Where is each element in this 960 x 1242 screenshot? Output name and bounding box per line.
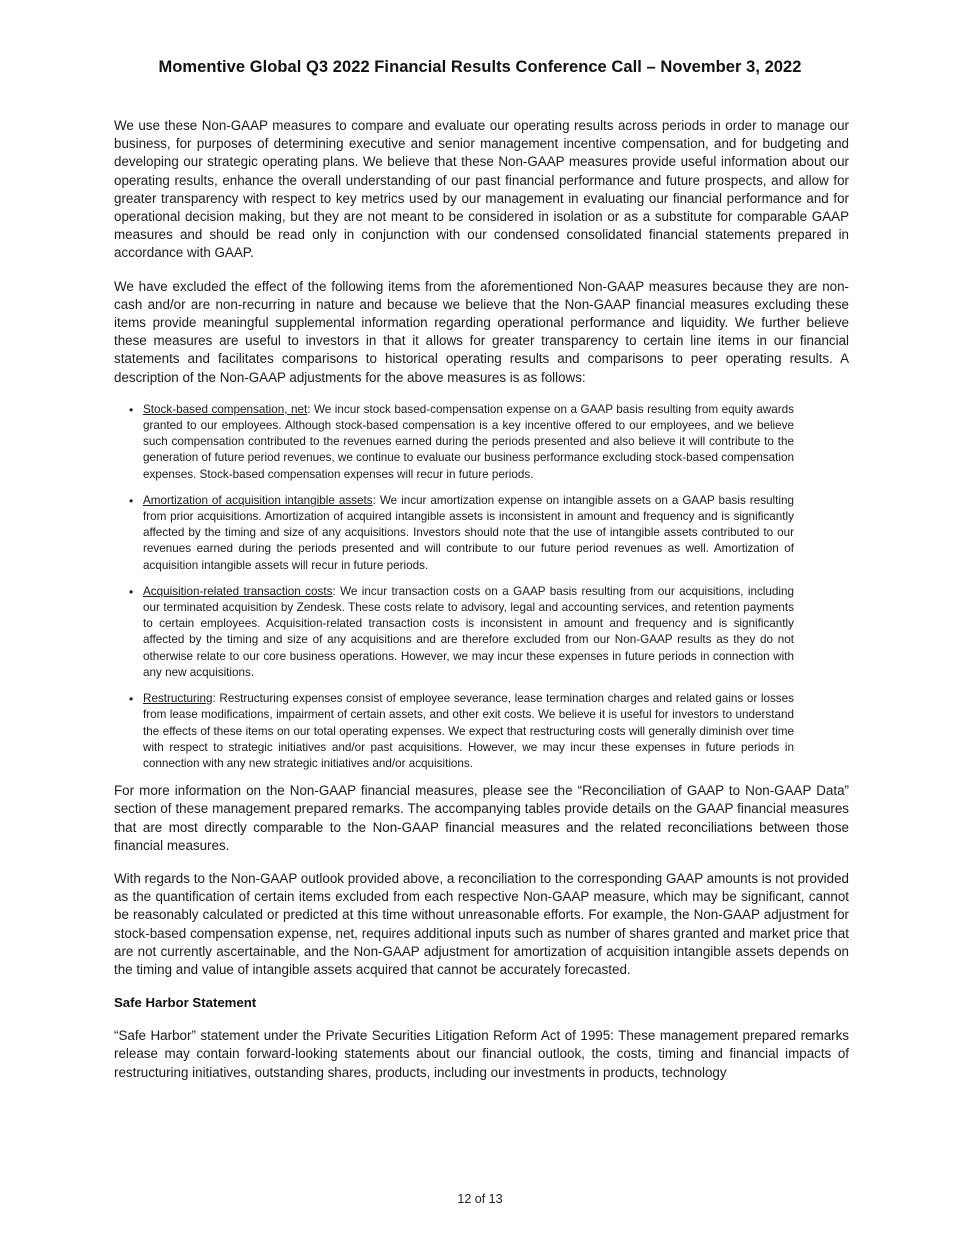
safe-harbor-heading: Safe Harbor Statement [114,995,257,1011]
paragraph-outlook-reconciliation: With regards to the Non-GAAP outlook provided above, a reconciliation to the corresponding GAAP amounts is not provided as the quantification of certain items excluded from each respective Non-GAAP measure, which may be significant, cannot be reasonably calculated or predicted at this time without unreasonable efforts. For example, the Non-GAAP adjustment for stock-based compensation expense, net, requires additional inputs such as number of shares granted and market price that are not currently ascertainable, and the Non-GAAP adjustment for amortization of acquisition intangible assets depends on the timing and value of intangible assets acquired that cannot be accurately forecasted. [114,870,849,977]
list-item [129,402,849,483]
bullet-icon: • [129,402,134,417]
bullet-icon: • [129,493,134,508]
page-number: 12 of 13 [457,1192,503,1206]
bullet-text: : We incur transaction costs on a GAAP basis resulting from our acquisitions, including our terminated acquisition by Zendesk. These costs relate to advisory, legal and accounting services, and retention payments to certain employees. Acquisition-related transaction costs is inconsistent in amount and frequency and is significantly affected by the timing and size of any acquisitions and are therefore excluded from our Non-GAAP results as they do not otherwise relate to our core business operations. However, we may incur these expenses in future periods in connection with any new acquisitions. [143,584,794,679]
bullet-text: : Restructuring expenses consist of employee severance, lease termination charges and related gains or losses from lease modifications, impairment of certain assets, and other exit costs. We believe it is useful for investors to understand the effects of these items on our total operating expenses. We expect that restructuring costs will generally diminish over time with respect to strategic initiatives and/or past acquisitions. However, we may incur these expenses in future periods in connection with any new strategic initiatives and/or acquisitions. [143,692,794,770]
paragraph-more-information: For more information on the Non-GAAP financial measures, please see the “Reconciliation of GAAP to Non-GAAP Data” section of these management prepared remarks. The accompanying tables provide details on the GAAP financial measures that are most directly comparable to the Non-GAAP financial measures and the related reconciliations between those financial measures. [114,783,849,853]
bullet-icon: • [129,584,134,599]
list-item [129,493,849,574]
paragraph-safe-harbor: “Safe Harbor” statement under the Private Securities Litigation Reform Act of 1995: These management prepared remarks release may contain forward-looking statements about our financial outlook, the costs, timing and financial impacts of restructuring initiatives, outstanding shares, products, including our investments in products, technology [114,1028,849,1080]
bullet-icon: • [129,692,134,707]
document-body [114,117,849,1097]
bullet-term: Amortization of acquisition intangible assets [143,493,373,507]
paragraph-excluded-items: We have excluded the effect of the following items from the aforementioned Non-GAAP measures because they are non-cash and/or are non-recurring in nature and because we believe that the Non-GAAP financial measures excluding these items provide meaningful supplemental information regarding operational performance and liquidity. We further believe these measures are useful to investors in that it allows for greater transparency to certain line items in our financial statements and facilitates comparisons to historical operating results and comparisons to peer operating results. A description of the Non-GAAP adjustments for the above measures is as follows: [114,278,849,385]
list-item [129,691,849,772]
bullet-term: Acquisition-related transaction costs [143,584,333,598]
bullet-term: Restructuring [143,692,213,706]
list-item [129,584,849,681]
adjustments-list [114,402,849,772]
bullet-term: Stock-based compensation, net [143,402,308,416]
bullet-text: : We incur stock based-compensation expense on a GAAP basis resulting from equity awards granted to our employees. Although stock-based compensation is a key incentive offered to our employees, and we believe such compensation contributed to the revenues earned during the periods presented and also believe it will contribute to the generation of future period revenues, we continue to evaluate our business performance excluding stock-based compensation expenses. Stock-based compensation expenses will recur in future periods. [143,402,795,481]
paragraph-non-gaap-purpose: We use these Non-GAAP measures to compare and evaluate our operating results across periods in order to manage our business, for purposes of determining executive and senior management incentive compensation, and for budgeting and developing our strategic operating plans. We believe that these Non-GAAP measures provide useful information about our operating results, enhance the overall understanding of our past financial performance and future prospects, and allow for greater transparency with respect to key metrics used by our management in evaluating our financial performance and for operational decision making, but they are not meant to be considered in isolation or as a substitute for comparable GAAP measures and should be read only in conjunction with our condensed consolidated financial statements prepared in accordance with GAAP. [114,118,849,261]
bullet-text: : We incur amortization expense on intangible assets on a GAAP basis resulting from prior acquisitions. Amortization of acquired intangible assets is inconsistent in amount and frequency and is significantly affected by the timing and size of any acquisitions. Investors should note that the use of intangible assets contributed to our revenues earned during the periods presented and will contribute to our future period revenues as well. Amortization of acquisition intangible assets will recur in future periods. [143,493,794,572]
page-title: Momentive Global Q3 2022 Financial Results Conference Call – November 3, 2022 [158,58,802,76]
